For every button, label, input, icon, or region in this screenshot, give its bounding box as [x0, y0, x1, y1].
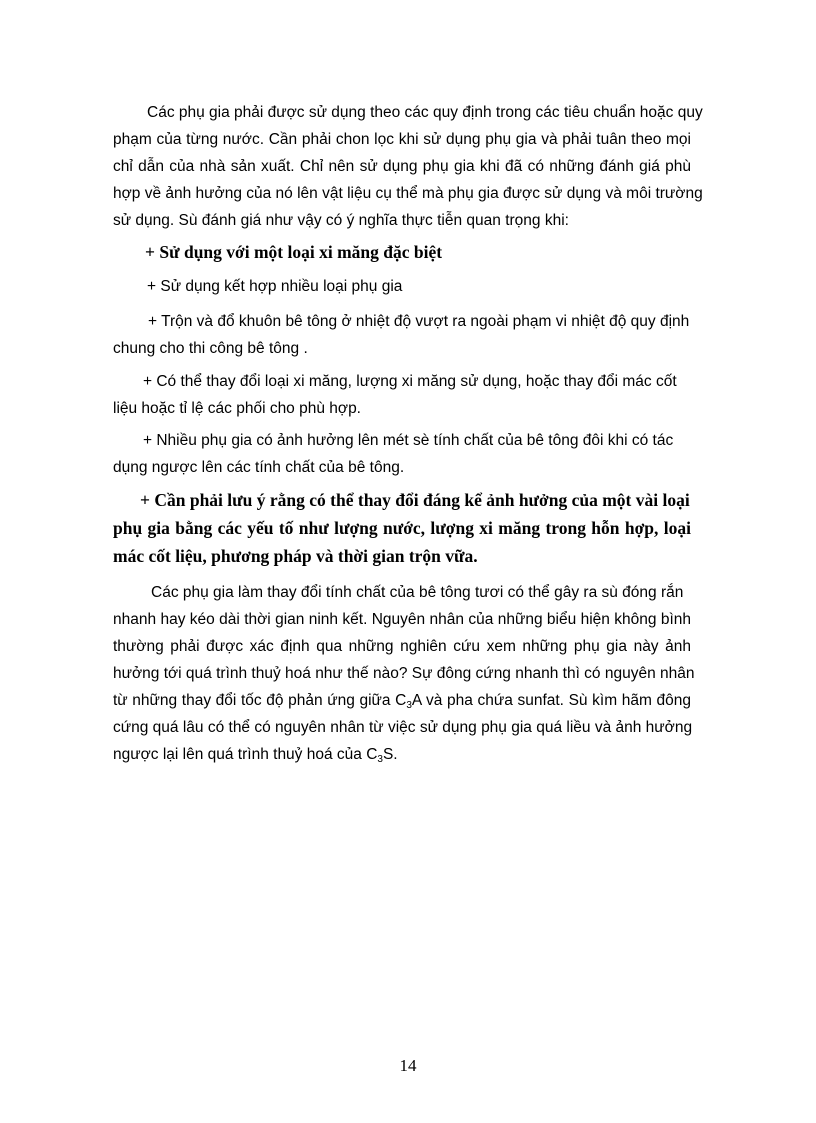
text-line: Các phụ gia phải được sử dụng theo các quy định trong các tiêu chuẩn hoặc quy	[147, 104, 703, 121]
text-line: phụ gia bằng các yếu tố như lượng nước, lượng xi măng trong hỗn hợp, loại	[113, 518, 691, 538]
text-line: dụng ngược lên các tính chất của bê tông.	[113, 459, 405, 476]
text-fragment: A và pha chứa sunfat. Sù kìm hãm đông	[411, 692, 692, 709]
subscript: 3	[406, 700, 412, 711]
text-fragment: ngược lại lên quá trình thuỷ hoá của C	[113, 746, 378, 763]
text-line	[113, 741, 691, 768]
text-line: + Có thể thay đổi loại xi măng, lượng xi măng sử dụng, hoặc thay đổi mác cốt	[143, 373, 677, 390]
text-line: + Sử dụng với một loại xi măng đặc biệt	[145, 242, 443, 262]
text-line: + Sử dụng kết hợp nhiều loại phụ gia	[147, 278, 403, 295]
page-number: 14	[399, 1056, 417, 1075]
bullet-special-cement	[145, 239, 723, 266]
bullet-adverse-effects	[113, 427, 691, 481]
paragraph-intro	[113, 99, 703, 234]
text-fragment: từ những thay đổi tốc độ phản ứng giữa C	[113, 692, 407, 709]
text-line: phạm của từng nước. Cần phải chon lọc khi sử dụng phụ gia và phải tuân theo mọi	[113, 131, 691, 148]
bullet-combined-admixtures	[147, 273, 725, 300]
text-line: + Nhiều phụ gia có ảnh hưởng lên mét sè tính chất của bê tông đôi khi có tác	[143, 432, 674, 449]
text-line: chung cho thi công bê tông .	[113, 340, 308, 357]
text-line: hợp về ảnh hưởng của nó lên vật liệu cụ thể mà phụ gia được sử dụng và môi trường	[113, 185, 703, 202]
bullet-note	[113, 486, 691, 570]
paragraph-setting	[113, 579, 695, 768]
bullet-cement-change	[113, 368, 691, 422]
text-line: + Cần phải lưu ý rằng có thể thay đổi đáng kể ảnh hưởng của một vài loại	[140, 490, 690, 510]
text-fragment: S.	[382, 746, 398, 763]
text-line: Các phụ gia làm thay đổi tính chất của bê tông tươi có thể gây ra sù đóng rắn	[151, 584, 684, 601]
text-line: + Trộn và đổ khuôn bê tông ở nhiệt độ vượt ra ngoài phạm vi nhiệt độ quy định	[148, 313, 690, 330]
text-line: thường phải được xác định qua những nghiên cứu xem những phụ gia này ảnh	[113, 638, 691, 655]
text-line: cứng quá lâu có thể có nguyên nhân từ việc sử dụng phụ gia quá liều và ảnh hưởng	[113, 719, 693, 736]
subscript: 3	[377, 754, 383, 765]
text-line: chỉ dẫn của nhà sản xuất. Chỉ nên sử dụng phụ gia khi đã có những đánh giá phù	[113, 158, 691, 175]
text-line: liệu hoặc tỉ lệ các phối cho phù hợp.	[113, 400, 361, 417]
text-line: nhanh hay kéo dài thời gian ninh kết. Nguyên nhân của những biểu hiện không bình	[113, 611, 691, 628]
text-line	[113, 687, 691, 714]
text-line: mác cốt liệu, phương pháp và thời gian trộn vữa.	[113, 546, 478, 566]
text-line: hưởng tới quá trình thuỷ hoá như thế nào? Sự đông cứng nhanh thì có nguyên nhân	[113, 665, 695, 682]
bullet-temperature	[113, 308, 691, 362]
text-line: sử dụng. Sù đánh giá như vậy có ý nghĩa thực tiễn quan trọng khi:	[113, 212, 569, 229]
